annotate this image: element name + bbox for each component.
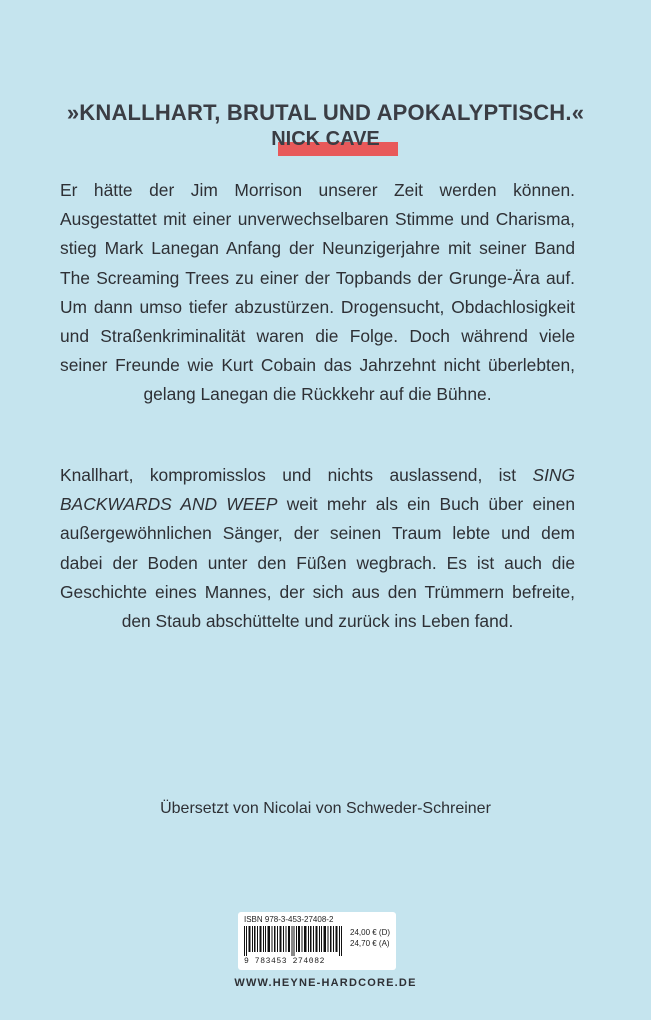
barcode-box [238, 912, 396, 970]
attribution-wrapper [0, 128, 651, 151]
price-germany: 24,00 € (D) [350, 928, 391, 937]
paragraph-2-intro: Knallhart, kompromisslos und nichts auslassend, ist [60, 465, 533, 485]
description-paragraph-1: Er hätte der Jim Morrison unserer Zeit werden können. Ausgestattet mit einer unverwechselbaren Stimme und Charisma, stieg Mark Lanegan Anfang der Neunzigerjahre mit seiner Band The Screaming Trees zu einer der Topbands der Grunge-Ära auf. Um dann umso tiefer abzustürzen. Drogensucht, Obdachlosigkeit und Straßenkriminalität waren die Folge. Doch während viele seiner Freunde wie Kurt Cobain das Jahrzehnt nicht überlebten, gelang Lanegan die Rückkehr auf die Bühne. [60, 180, 575, 405]
description-paragraph-2 [60, 461, 575, 636]
paragraph-2-body: weit mehr als ein Buch über einen außergewöhnlichen Sänger, der seinen Traum lebte und dem dabei der Boden unter den Füßen wegbrach. Es ist auch die Geschichte eines Mannes, der sich aus den Trümmern befreite, den Staub abschüttelte und zurück ins Leben fand. [60, 494, 575, 632]
price-austria: 24,70 € (A) [350, 939, 390, 948]
publisher-website: WWW.HEYNE-HARDCORE.DE [234, 977, 417, 989]
blurb-quote: »KNALLHART, BRUTAL UND APOKALYPTISCH.« [66, 100, 585, 125]
quote-attribution: NICK CAVE [271, 128, 380, 150]
barcode-digits: 9 783453 274082 [244, 957, 326, 966]
book-title: SING BACKWARDS AND WEEP [60, 465, 575, 515]
barcode-icon [244, 926, 344, 956]
translator-credit: Übersetzt von Nicolai von Schweder-Schreiner [160, 800, 491, 817]
isbn-number: ISBN 978-3-453-27408-2 [244, 915, 334, 924]
